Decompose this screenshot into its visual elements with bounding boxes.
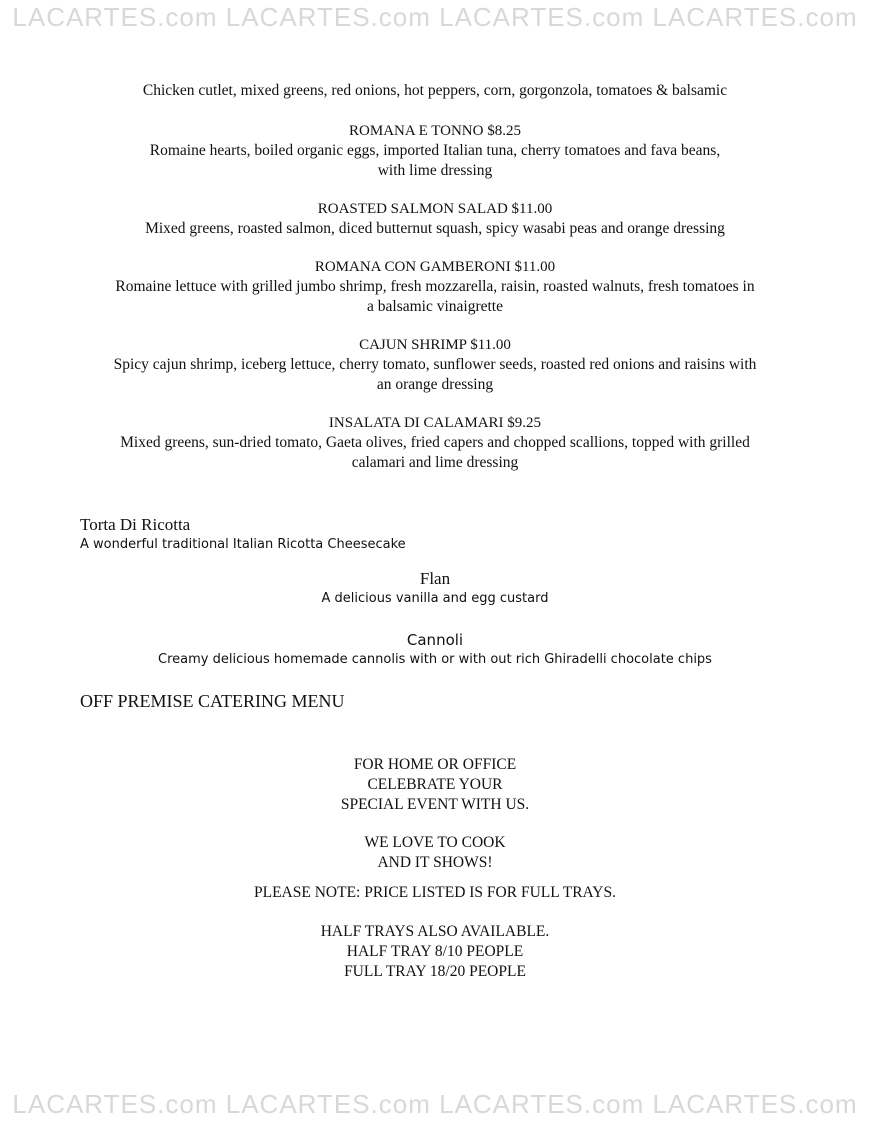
dessert-torta-di-ricotta [80,514,406,554]
menu-item-roasted-salmon-salad [70,199,800,239]
catering-section-title: OFF PREMISE CATERING MENU [80,691,345,711]
menu-item-romana-e-tonno [70,121,800,181]
dessert-flan [60,568,810,608]
dessert-cannoli [60,629,810,669]
menu-item-title: ROMANA CON GAMBERONI $11.00 [314,259,556,275]
dessert-description: A delicious vanilla and egg custard [321,591,549,606]
menu-item-description: Mixed greens, sun-dried tomato, Gaeta olives, fried capers and chopped scallions, topped with grilled calamari and lime dressing [120,434,750,471]
salad-intro-description: Chicken cutlet, mixed greens, red onions, hot peppers, corn, gorgonzola, tomatoes & balsamic [142,82,728,99]
menu-item-cajun-shrimp [70,335,800,395]
menu-item-title: ROMANA E TONNO $8.25 [349,123,521,139]
dessert-title: Flan [419,569,451,588]
menu-item-description: Mixed greens, roasted salmon, diced butternut squash, spicy wasabi peas and orange dressing [145,220,725,237]
dessert-description: A wonderful traditional Italian Ricotta Cheesecake [80,537,406,552]
menu-item-insalata-di-calamari [70,413,800,473]
watermark-bottom: LACARTES.com LACARTES.com LACARTES.com LACARTES.com [12,1089,858,1119]
watermark-top: LACARTES.com LACARTES.com LACARTES.com LACARTES.com [12,2,858,32]
menu-item-title: ROASTED SALMON SALAD $11.00 [317,201,553,217]
menu-item-title: INSALATA DI CALAMARI $9.25 [328,415,542,431]
menu-item-romana-con-gamberoni [70,257,800,317]
catering-price-note: PLEASE NOTE: PRICE LISTED IS FOR FULL TRAYS. [254,884,616,901]
catering-tray-info-block: HALF TRAYS ALSO AVAILABLE. HALF TRAY 8/10 PEOPLE FULL TRAY 18/20 PEOPLE [320,923,550,980]
catering-intro-block: FOR HOME OR OFFICE CELEBRATE YOUR SPECIAL EVENT WITH US. [340,756,530,813]
menu-item-description: Spicy cajun shrimp, iceberg lettuce, cherry tomato, sunflower seeds, roasted red onions and raisins with an orange dressing [113,356,757,393]
dessert-description: Creamy delicious homemade cannolis with or with out rich Ghiradelli chocolate chips [158,652,712,667]
menu-item-title: CAJUN SHRIMP $11.00 [359,337,511,353]
catering-slogan-block: WE LOVE TO COOK AND IT SHOWS! [364,834,506,871]
menu-item-description: Romaine lettuce with grilled jumbo shrimp, fresh mozzarella, raisin, roasted walnuts, fresh tomatoes in a balsamic vinaigrette [115,278,755,315]
dessert-title: Cannoli [406,631,464,649]
menu-item-description: Romaine hearts, boiled organic eggs, imported Italian tuna, cherry tomatoes and fava beans, with lime dressing [149,142,721,179]
dessert-title: Torta Di Ricotta [80,515,191,534]
